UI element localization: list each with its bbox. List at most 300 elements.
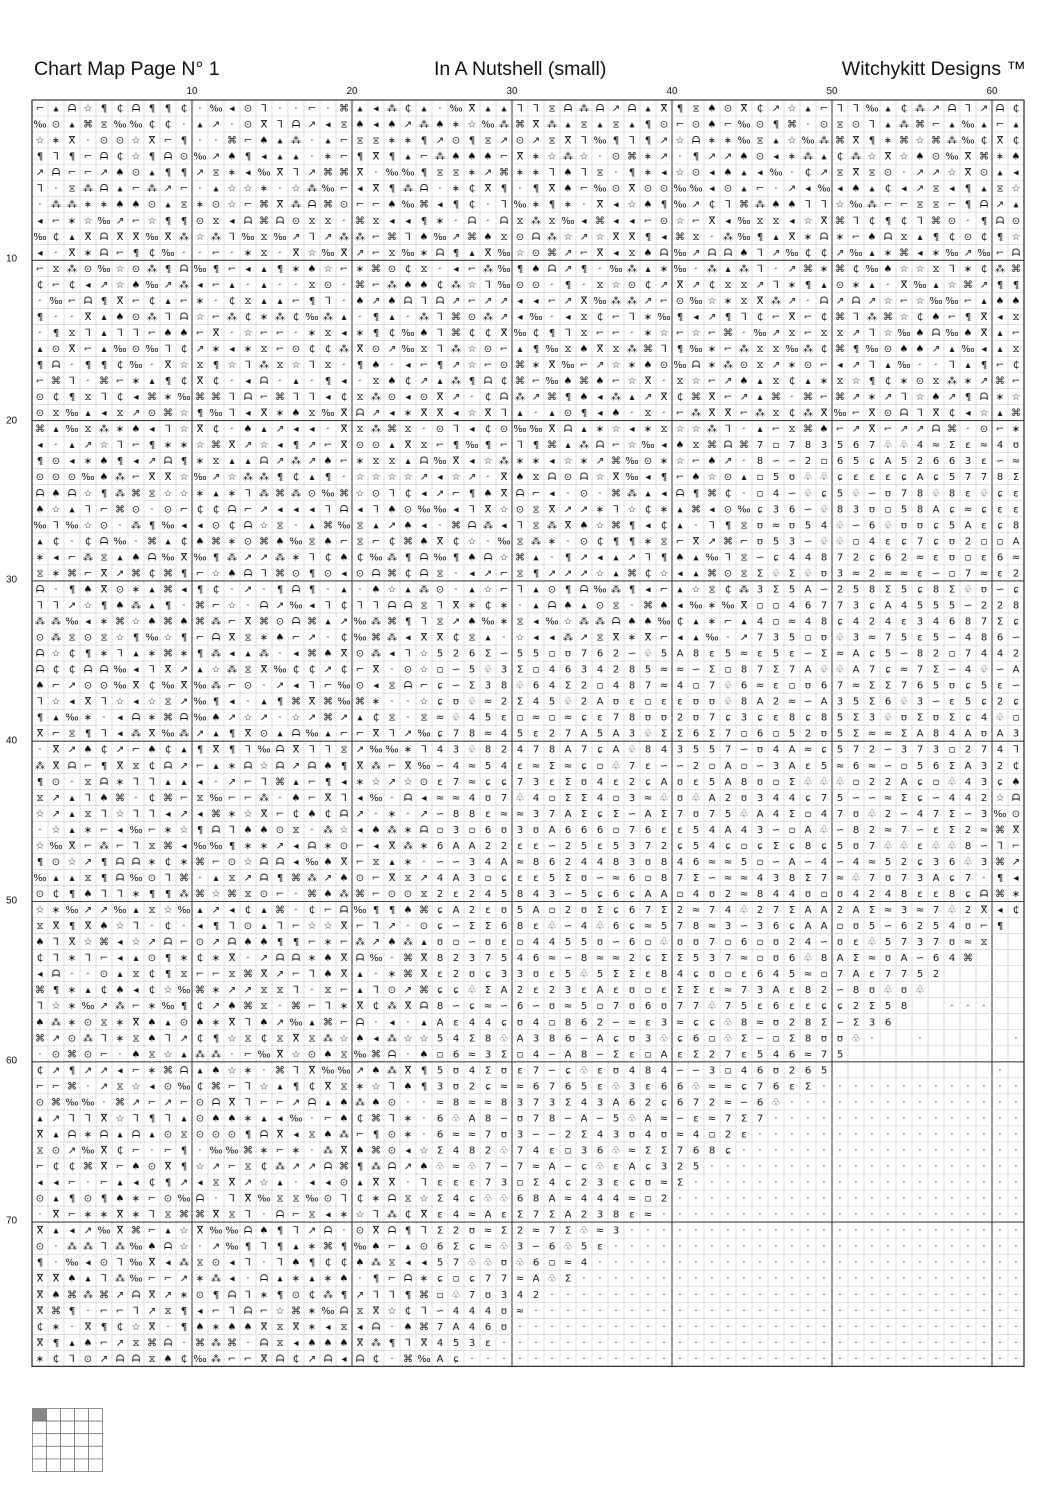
stitch-symbol: 5 [693,1162,699,1173]
stitch-symbol: 6 [773,1001,779,1012]
stitch-symbol: ɕ [725,713,731,724]
stitch-symbol: ⌐ [340,264,348,275]
stitch-symbol: ⁂ [451,375,461,387]
stitch-symbol: ▴ [309,1017,314,1028]
stitch-symbol: ⧖ [84,809,91,820]
stitch-symbol: ⧖ [132,1033,139,1044]
stitch-symbol: ◂ [373,681,378,692]
stitch-symbol: ⌐ [68,1178,76,1189]
stitch-symbol: ⁂ [403,840,413,852]
stitch-symbol: ⊙ [516,232,524,243]
stitch-symbol: ∽ [564,889,572,900]
stitch-symbol: ε [533,985,538,996]
stitch-symbol: ⊙ [1012,216,1020,227]
stitch-symbol: ʊ [453,697,459,708]
stitch-symbol: ♧ [484,1194,493,1205]
stitch-symbol: A [725,777,732,788]
stitch-symbol: 8 [437,953,443,964]
stitch-symbol: ¶ [629,168,635,179]
stitch-symbol: ▴ [149,601,154,612]
stitch-symbol: ∗ [228,761,236,772]
stitch-symbol: ‰ [321,1065,334,1076]
stitch-symbol: · [310,152,313,163]
stitch-symbol: ⧖ [356,136,363,147]
stitch-symbol: ↗ [116,745,124,756]
stitch-symbol: 8 [757,456,763,467]
stitch-symbol: ▴ [69,793,74,804]
stitch-symbol: ⧖ [788,328,795,339]
stitch-symbol: ⧖ [100,633,107,644]
stitch-symbol: ¶ [309,1258,315,1269]
stitch-symbol: ⴳ [901,280,908,291]
stitch-symbol: ♠ [340,1274,349,1285]
stitch-symbol: ≈ [868,729,876,740]
stitch-symbol: Σ [437,1146,443,1157]
stitch-symbol: ▴ [277,152,282,163]
stitch-symbol: ⊙ [420,777,428,788]
stitch-symbol: ∗ [708,617,716,628]
stitch-symbol: ⊙ [660,216,668,227]
stitch-symbol: ¶ [165,601,171,612]
stitch-symbol: ↗ [868,296,876,307]
stitch-symbol: 8 [469,809,475,820]
stitch-symbol: 2 [677,905,683,916]
stitch-symbol: ʊ [901,713,907,724]
stitch-symbol: ☆ [244,857,253,868]
stitch-symbol: A [1013,536,1020,547]
stitch-symbol: · [838,1290,841,1301]
stitch-symbol: ▴ [917,232,922,243]
stitch-symbol: ⌘ [291,1306,301,1317]
stitch-symbol: ⌐ [388,1242,396,1253]
stitch-symbol: ⊙ [500,424,508,435]
stitch-symbol: · [886,1178,889,1189]
stitch-symbol: ¶ [37,312,43,323]
stitch-symbol: ∽ [836,985,844,996]
stitch-symbol: · [406,809,409,820]
stitch-symbol: ⧖ [740,520,747,531]
stitch-symbol: ↗ [980,104,988,115]
stitch-symbol: 7 [981,745,987,756]
stitch-symbol: ▴ [533,552,538,563]
stitch-symbol: ⌘ [291,1001,301,1012]
stitch-symbol: ⊙ [68,472,76,483]
stitch-symbol: ▴ [69,504,74,515]
stitch-symbol: ⧖ [244,665,251,676]
stitch-symbol: Σ [517,665,523,676]
stitch-symbol: ɕ [933,536,939,547]
stitch-symbol: ▴ [997,328,1002,339]
stitch-symbol: ⌘ [115,1097,125,1108]
stitch-symbol: · [950,1194,953,1205]
stitch-symbol: ₵ [165,921,171,932]
stitch-symbol: ♠ [212,1065,221,1076]
stitch-symbol: ⅂ [229,392,235,403]
stitch-symbol: ⊙ [660,184,668,195]
stitch-symbol: ⧖ [260,232,267,243]
stitch-symbol: ¶ [85,649,91,660]
stitch-symbol: ♠ [356,1258,365,1269]
stitch-symbol: ¶ [181,216,187,227]
stitch-symbol: ⴳ [149,729,156,740]
stitch-symbol: · [102,1097,105,1108]
stitch-symbol: ₵ [69,1162,75,1173]
stitch-symbol: ∗ [452,184,460,195]
stitch-symbol: ∗ [68,1001,76,1012]
stitch-symbol: ¶ [293,1081,299,1092]
stitch-symbol: 5 [837,713,843,724]
stitch-symbol: Σ [501,1049,507,1060]
stitch-symbol: ▫ [965,552,972,563]
stitch-symbol: ▴ [645,488,650,499]
stitch-symbol: ⌘ [723,536,733,547]
stitch-symbol: ε [693,777,698,788]
stitch-symbol: ⌘ [803,264,813,275]
stitch-symbol: ‰ [481,120,494,131]
stitch-symbol: ⊙ [468,312,476,323]
stitch-symbol: ⌐ [324,1113,332,1124]
stitch-symbol: ʊ [501,905,507,916]
row-label-20: 20 [6,416,17,427]
stitch-symbol: ♧ [660,1033,669,1044]
stitch-symbol: ⧖ [276,1338,283,1349]
stitch-symbol: ₵ [901,104,907,115]
stitch-symbol: ⁂ [51,632,61,644]
stitch-symbol: Σ [869,905,875,916]
stitch-symbol: ⅂ [661,344,667,355]
stitch-symbol: A [773,985,780,996]
stitch-symbol: ▴ [341,312,346,323]
stitch-symbol: ε [869,472,874,483]
stitch-symbol: ⁂ [627,487,637,499]
stitch-symbol: ☆ [676,456,685,467]
stitch-symbol: ♠ [52,488,61,499]
stitch-symbol: Σ [581,1130,587,1141]
stitch-symbol: · [182,120,185,131]
stitch-symbol: ₵ [101,745,107,756]
stitch-symbol: · [422,1097,425,1108]
stitch-symbol: A [533,905,540,916]
stitch-symbol: ⧖ [148,841,155,852]
stitch-symbol: 8 [805,440,811,451]
stitch-symbol: 2 [789,1017,795,1028]
stitch-symbol: ♠ [932,312,941,323]
stitch-symbol: ⅂ [229,1306,235,1317]
stitch-symbol: ⌘ [803,424,813,435]
stitch-symbol: ⌘ [131,1226,141,1237]
stitch-symbol: ɕ [581,713,587,724]
stitch-symbol: ↗ [740,392,748,403]
stitch-symbol: ‰ [401,344,414,355]
stitch-symbol: ⊙ [308,1049,316,1060]
stitch-symbol: ⊙ [356,649,364,660]
stitch-symbol: ε [517,1065,522,1076]
stitch-symbol: ☆ [36,905,45,916]
stitch-symbol: ▫ [613,793,620,804]
stitch-symbol: 7 [837,552,843,563]
stitch-symbol: ↗ [148,456,156,467]
stitch-symbol: ‰ [929,296,942,307]
stitch-symbol: ≈ [468,777,476,788]
stitch-symbol: ɕ [917,857,923,868]
stitch-symbol: ↗ [308,1162,316,1173]
stitch-symbol: 7 [725,1049,731,1060]
stitch-symbol: ☆ [612,280,621,291]
stitch-symbol: ▴ [965,360,970,371]
stitch-symbol: · [742,424,745,435]
stitch-symbol: ⌘ [355,697,365,708]
stitch-symbol: ↗ [548,568,556,579]
stitch-symbol: · [918,1274,921,1285]
stitch-symbol: ♧ [996,713,1005,724]
stitch-symbol: ↗ [356,745,364,756]
stitch-symbol: 3 [613,1130,619,1141]
stitch-symbol: 3 [453,745,459,756]
stitch-symbol: ⁂ [355,1096,365,1108]
stitch-symbol: ∗ [724,296,732,307]
stitch-symbol: ∗ [228,809,236,820]
stitch-symbol: ◂ [565,312,570,323]
stitch-symbol: · [822,1162,825,1173]
stitch-symbol: ‰ [193,681,206,692]
stitch-symbol: · [982,1097,985,1108]
stitch-symbol: ☆ [564,456,573,467]
stitch-symbol: 8 [869,584,875,595]
stitch-symbol: ⴳ [117,1226,124,1237]
stitch-symbol: 4 [901,601,907,612]
stitch-symbol: ʊ [677,777,683,788]
stitch-symbol: ⅂ [341,793,347,804]
stitch-symbol: ☆ [340,1033,349,1044]
stitch-symbol: ⧖ [548,136,555,147]
stitch-symbol: · [966,1146,969,1157]
stitch-symbol: ₵ [149,1178,155,1189]
stitch-symbol: ‰ [705,552,718,563]
stitch-symbol: · [278,248,281,259]
stitch-symbol: ⁂ [323,311,333,323]
stitch-symbol: ¶ [613,536,619,547]
stitch-symbol: · [582,1338,585,1349]
stitch-symbol: · [982,1146,985,1157]
stitch-symbol: ∗ [452,120,460,131]
stitch-symbol: 4 [453,1306,459,1317]
stitch-symbol: 8 [549,1113,555,1124]
stitch-symbol: ⁂ [307,183,317,195]
stitch-symbol: · [582,280,585,291]
stitch-symbol: · [214,1194,217,1205]
stitch-symbol: ≈ [756,1017,764,1028]
stitch-symbol: ε [645,761,650,772]
stitch-symbol: 2 [565,841,571,852]
stitch-symbol: ⅂ [245,1081,251,1092]
stitch-symbol: ♧ [516,1258,525,1269]
stitch-symbol: ↗ [420,472,428,483]
stitch-symbol: ⁂ [739,343,749,355]
stitch-symbol: ‰ [865,264,878,275]
stitch-symbol: ‰ [33,120,46,131]
stitch-symbol: · [998,1322,1001,1333]
stitch-symbol: ₵ [981,264,987,275]
stitch-symbol: · [934,360,937,371]
stitch-symbol: 6 [757,969,763,980]
stitch-symbol: ε [613,985,618,996]
stitch-symbol: A [917,729,924,740]
stitch-symbol: · [310,985,313,996]
stitch-symbol: 8 [693,921,699,932]
stitch-symbol: 4 [597,857,603,868]
stitch-symbol: ⊙ [292,216,300,227]
stitch-symbol: ₵ [85,536,91,547]
stitch-symbol: ♧ [500,1033,509,1044]
stitch-symbol: ▴ [565,120,570,131]
stitch-symbol: ▫ [885,504,892,515]
stitch-symbol: ⌐ [612,312,620,323]
stitch-symbol: ∗ [628,633,636,644]
stitch-symbol: ☆ [916,296,925,307]
stitch-symbol: ⅂ [261,777,267,788]
stitch-symbol: · [886,1081,889,1092]
stitch-symbol: ↗ [788,264,796,275]
stitch-symbol: 7 [533,1065,539,1076]
stitch-symbol: ⊙ [852,120,860,131]
stitch-symbol: ▴ [757,376,762,387]
stitch-symbol: Σ [933,665,939,676]
stitch-symbol: ‰ [65,1258,78,1269]
stitch-symbol: Σ [661,729,667,740]
stitch-symbol: Σ [661,1146,667,1157]
stitch-symbol: ⊙ [196,1290,204,1301]
stitch-symbol: ᗩ [548,264,556,275]
stitch-symbol: ⊙ [372,344,380,355]
stitch-symbol: ∗ [644,168,652,179]
stitch-symbol: 3 [469,857,475,868]
stitch-symbol: ⌘ [163,649,173,660]
stitch-symbol: ▴ [693,633,698,644]
stitch-symbol: ⴳ [869,408,876,419]
stitch-symbol: 5 [661,921,667,932]
stitch-symbol: · [422,857,425,868]
stitch-symbol: ₵ [149,985,155,996]
stitch-symbol: · [614,1290,617,1301]
stitch-symbol: · [726,1338,729,1349]
stitch-symbol: · [662,1258,665,1269]
stitch-symbol: ⌐ [180,184,188,195]
stitch-symbol: ∗ [244,344,252,355]
stitch-symbol: · [630,1290,633,1301]
stitch-symbol: ↗ [212,937,220,948]
stitch-symbol: ◂ [405,633,410,644]
stitch-symbol: · [854,1354,857,1365]
stitch-symbol: ⌘ [995,857,1005,868]
stitch-symbol: 5 [885,937,891,948]
stitch-symbol: ↗ [484,568,492,579]
stitch-symbol: ≈ [628,1146,636,1157]
stitch-symbol: 4 [773,488,779,499]
stitch-symbol: 6 [917,681,923,692]
stitch-symbol: ɕ [901,536,907,547]
stitch-symbol: ↗ [100,1001,108,1012]
stitch-symbol: ⧖ [148,488,155,499]
stitch-symbol: 3 [517,1097,523,1108]
stitch-symbol: ♧ [612,761,621,772]
stitch-symbol: ▴ [949,344,954,355]
stitch-symbol: 3 [485,681,491,692]
stitch-symbol: ⌘ [419,985,429,996]
stitch-symbol: · [886,280,889,291]
stitch-symbol: ∗ [52,136,60,147]
stitch-symbol: ¶ [965,392,971,403]
stitch-symbol: · [742,1306,745,1317]
stitch-symbol: 4 [981,713,987,724]
stitch-symbol: ∽ [788,488,796,499]
stitch-symbol: ↗ [452,392,460,403]
stitch-symbol: ∗ [212,1322,220,1333]
stitch-symbol: ‰ [177,905,190,916]
stitch-symbol: 2 [437,889,443,900]
stitch-symbol: ‰ [241,232,254,243]
stitch-symbol: ⴳ [101,584,108,595]
stitch-symbol: ♠ [100,472,109,483]
stitch-symbol: ⌐ [500,152,508,163]
stitch-symbol: ∗ [900,376,908,387]
stitch-symbol: ♧ [500,1194,509,1205]
stitch-symbol: ¶ [293,937,299,948]
stitch-symbol: ♧ [468,985,477,996]
stitch-symbol: ▴ [261,280,266,291]
stitch-symbol: · [982,873,985,884]
stitch-symbol: ▫ [709,1033,716,1044]
stitch-symbol: ◂ [661,440,666,451]
stitch-symbol: ↗ [308,713,316,724]
stitch-symbol: ◂ [597,392,602,403]
stitch-symbol: ☆ [516,248,525,259]
stitch-symbol: ‰ [161,248,174,259]
stitch-symbol: ⌐ [772,312,780,323]
stitch-symbol: · [294,520,297,531]
stitch-symbol: ⅂ [421,617,427,628]
stitch-symbol: A [885,601,892,612]
stitch-symbol: ⊙ [884,408,892,419]
stitch-symbol: ⌐ [36,1081,44,1092]
stitch-symbol: ⌐ [196,761,204,772]
stitch-symbol: ⧖ [820,328,827,339]
stitch-symbol: ⌘ [323,200,333,211]
stitch-symbol: · [950,1001,953,1012]
stitch-symbol: ᗩ [1012,793,1020,804]
stitch-symbol: ↗ [340,713,348,724]
stitch-symbol: ⧖ [740,280,747,291]
stitch-symbol: · [630,1258,633,1269]
stitch-symbol: ‰ [145,280,158,291]
stitch-symbol: ‰ [737,120,750,131]
stitch-symbol: ʊ [901,520,907,531]
stitch-symbol: · [1014,1306,1017,1317]
stitch-symbol: ▴ [517,408,522,419]
stitch-symbol: ʊ [661,1001,667,1012]
stitch-symbol: ₵ [149,793,155,804]
stitch-symbol: ᗩ [404,681,412,692]
stitch-symbol: ☆ [452,472,461,483]
stitch-symbol: 4 [469,793,475,804]
stitch-symbol: ʊ [581,905,587,916]
stitch-symbol: ‰ [865,104,878,115]
stitch-symbol: ‰ [321,184,334,195]
stitch-symbol: 2 [725,889,731,900]
stitch-symbol: · [934,1178,937,1189]
stitch-symbol: ₵ [405,1210,411,1221]
stitch-symbol: ▴ [405,584,410,595]
stitch-symbol: · [838,1242,841,1253]
